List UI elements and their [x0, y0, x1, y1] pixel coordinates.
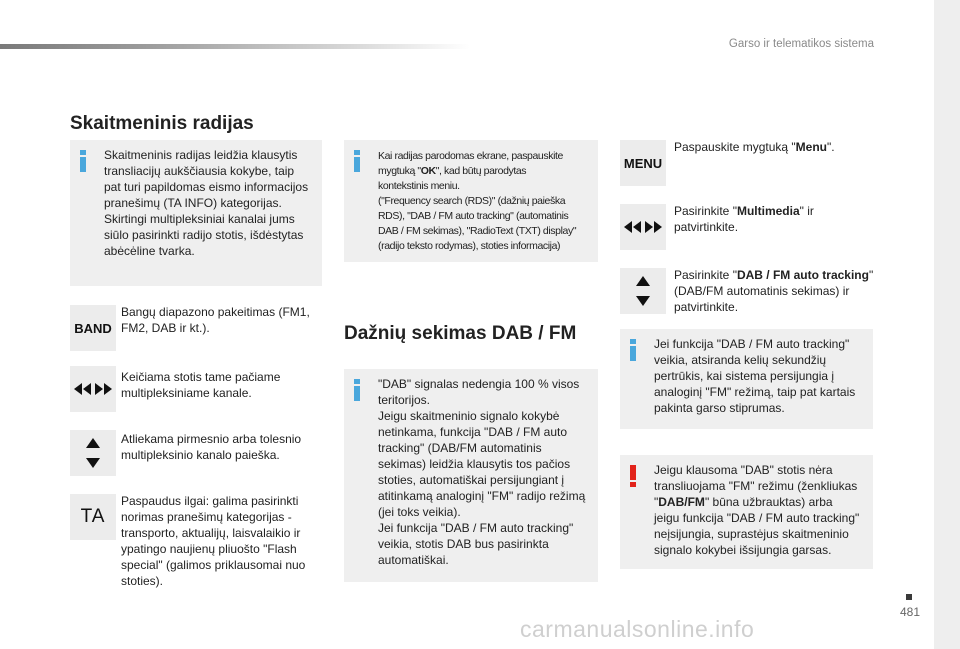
- up-down-icon: [70, 430, 116, 476]
- warning-box-dab-fm: [620, 455, 873, 569]
- info-icon: [354, 150, 360, 172]
- info-text: Kai radijas parodomas ekrane, paspauskite mygtuką "OK", kad būtų parodytas kontekstinis meniu. ("Frequency search (RDS)" (dažnių paieška RDS), "DAB / FM auto tracking" (automatinis DAB / FM sekimas), "RadioText (TXT) display" (radijo teksto rodymas), stoties informacija): [378, 150, 577, 252]
- band-description: Bangų diapazono pakeitimas (FM1, FM2, DAB ir kt.).: [121, 305, 310, 335]
- info-box-context-menu: [344, 140, 598, 262]
- header-decorative-bar: [0, 44, 470, 49]
- page-number: 481: [900, 605, 921, 619]
- warning-text: Jeigu klausoma "DAB" stotis nėra transliuojama "FM" režimu (ženkliukas "DAB/FM" būna užbrauktas) arba jeigu funkcija "DAB / FM auto tracking" neįsijungia, suprastėjus skaitmeninio signalo kokybei išsijungia garsas.: [654, 463, 860, 557]
- watermark: carmanualsonline.info: [520, 616, 755, 642]
- menu-button-icon: MENU: [620, 140, 666, 186]
- page-title: Skaitmeninis radijas: [70, 113, 254, 134]
- section-title: Garso ir telematikos sistema: [728, 38, 874, 50]
- info-box-switch-gap: [620, 329, 873, 429]
- band-button-icon: BAND: [70, 305, 116, 351]
- info-box-digital-radio: [70, 140, 322, 286]
- step-select-dab-fm: Pasirinkite "DAB / FM auto tracking" (DAB/FM automatinis sekimas) ir patvirtinkite.: [674, 268, 874, 314]
- warning-icon: [630, 465, 636, 487]
- page-marker: [906, 594, 912, 600]
- section-heading-dab-fm: Dažnių sekimas DAB / FM: [344, 323, 577, 344]
- previous-next-icon: [620, 204, 666, 250]
- ta-description: Paspaudus ilgai: galima pasirinkti norimas pranešimų kategorijas - transporto, aktualijų, laisvalaikio ir ypatingo naujienų pliuošto "Flash special" (galimos priklausomai nuo stoties).: [121, 494, 306, 588]
- step-press-menu: Paspauskite mygtuką "Menu".: [674, 140, 835, 154]
- info-text: Skaitmeninis radijas leidžia klausytis transliacijų aukščiausia kokybe, taip pat turi papildomas eismo informacijos pranešimų (TA INFO) kategorijas. Skirtingi multipleksiniai kanalai jums siūlo pasirinkti radijo stotis, išdėstytas abėcėline tvarka.: [104, 148, 309, 258]
- info-icon: [80, 150, 86, 172]
- previous-next-icon: [70, 366, 116, 412]
- info-text: Jei funkcija "DAB / FM auto tracking" veikia, atsiranda kelių sekundžių pertrūkis, kai sistema persijungia į analoginį "FM" režimą, taip pat kartais pakinta garso stiprumas.: [654, 337, 856, 415]
- page-side-strip: [934, 0, 960, 649]
- up-down-icon: [620, 268, 666, 314]
- info-icon: [630, 339, 636, 361]
- station-change-description: Keičiama stotis tame pačiame multipleksiniame kanale.: [121, 370, 281, 400]
- info-text: "DAB" signalas nedengia 100 % visos teritorijos. Jeigu skaitmeninio signalo kokybė netinkama, funkcija "DAB / FM auto tracking" (DAB/FM automatinis sekimas) leidžia klausytis tos pačios stoties, automatiškai persijungiant į atitinkamą analoginį "FM" radijo režimą (jei toks veikia). Jei funkcija "DAB / FM auto tracking" veikia, stotis DAB bus pasirinkta automatiškai.: [378, 377, 586, 567]
- info-box-dab-coverage: [344, 369, 598, 582]
- ta-button-icon: TA: [70, 494, 116, 540]
- step-select-multimedia: Pasirinkite "Multimedia" ir patvirtinkite.: [674, 204, 814, 234]
- info-icon: [354, 379, 360, 401]
- multiplex-search-description: Atliekama pirmesnio arba tolesnio multipleksinio kanalo paieška.: [121, 432, 302, 462]
